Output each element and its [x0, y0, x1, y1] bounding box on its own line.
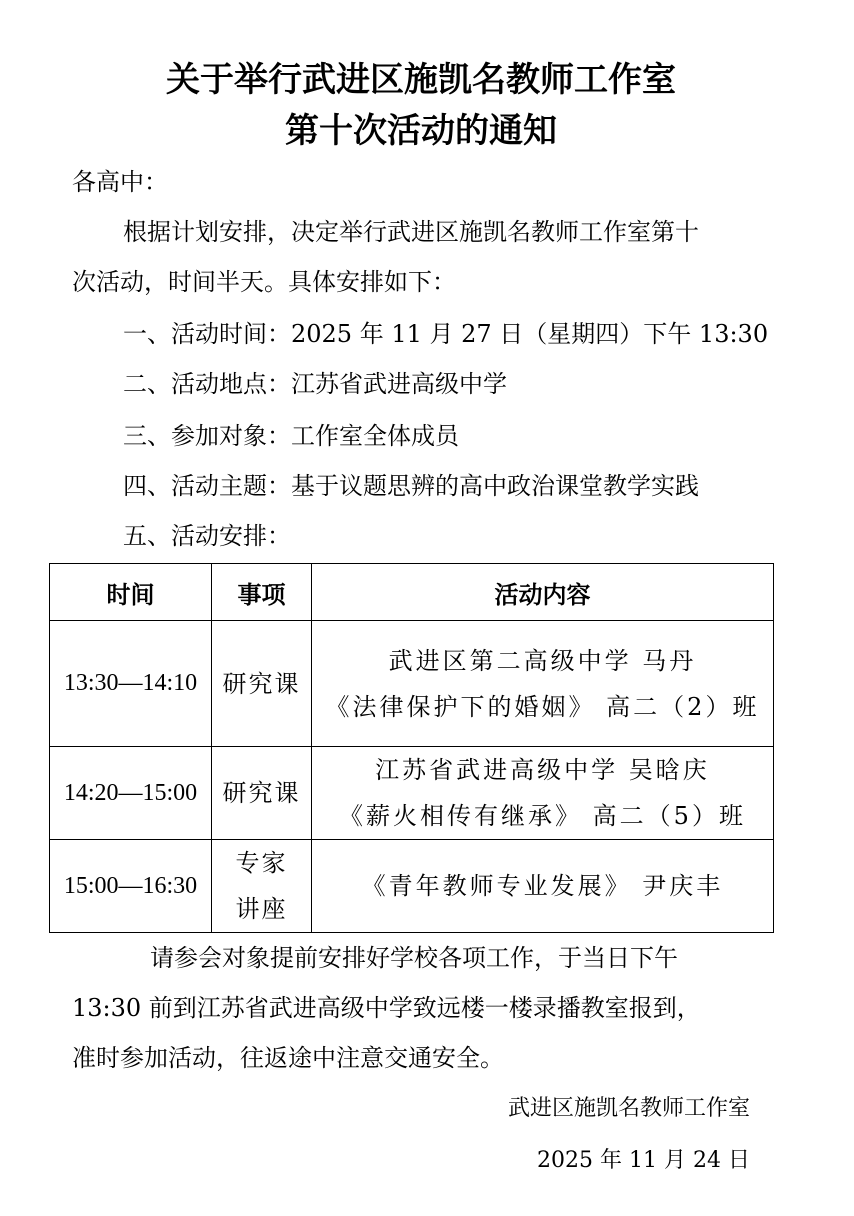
row-content-line: 《薪火相传有继承》 高二（5）班	[339, 802, 746, 830]
row-time: 15:00—16:30	[50, 840, 212, 933]
closing-line-1: 请参会对象提前安排好学校各项工作，于当日下午	[150, 944, 678, 972]
row-item-line: 研究课	[222, 669, 301, 698]
signature-organization: 武进区施凯名教师工作室	[507, 1096, 750, 1121]
document-title-line-2: 第十次活动的通知	[285, 111, 557, 151]
document-title-line-1: 关于举行武进区施凯名教师工作室	[166, 60, 676, 100]
row-content-line: 江苏省武进高级中学 吴晗庆	[375, 756, 710, 784]
row-content-line: 《法律保护下的婚姻》 高二（2）班	[325, 692, 760, 721]
row-item	[212, 747, 312, 840]
row-content-line: 《青年教师专业发展》 尹庆丰	[361, 872, 724, 900]
closing-line-2: 13:30 前到江苏省武进高级中学致远楼一楼录播教室报到，	[72, 994, 701, 1022]
item-activity-location: 二、活动地点：江苏省武进高级中学	[123, 370, 507, 398]
item-activity-schedule: 五、活动安排：	[123, 522, 291, 550]
row-item	[212, 621, 312, 747]
intro-line-1: 根据计划安排，决定举行武进区施凯名教师工作室第十	[123, 218, 699, 246]
item-activity-time: 一、活动时间：2025 年 11 月 27 日（星期四）下午 13:30	[123, 320, 769, 348]
row-time: 14:20—15:00	[50, 747, 212, 840]
item-activity-theme: 四、活动主题：基于议题思辨的高中政治课堂教学实践	[123, 472, 699, 500]
table-row	[50, 747, 774, 840]
header-content: 活动内容	[312, 564, 774, 621]
row-item-line: 专家	[235, 849, 288, 877]
item-participants: 三、参加对象：工作室全体成员	[123, 422, 459, 450]
row-content	[312, 621, 774, 747]
table-row	[50, 840, 774, 933]
row-item-line: 研究课	[222, 779, 301, 807]
schedule-table	[49, 563, 774, 933]
table-row	[50, 621, 774, 747]
header-time: 时间	[50, 564, 212, 621]
header-item: 事项	[212, 564, 312, 621]
closing-line-3: 准时参加活动，往返途中注意交通安全。	[72, 1044, 504, 1072]
row-content-line: 武进区第二高级中学 马丹	[388, 646, 697, 675]
row-item	[212, 840, 312, 933]
row-content	[312, 840, 774, 933]
table-header-row	[50, 564, 774, 621]
salutation: 各高中：	[72, 168, 168, 196]
signature-date: 2025 年 11 月 24 日	[537, 1148, 750, 1173]
row-time: 13:30—14:10	[50, 621, 212, 747]
row-item-line: 讲座	[235, 895, 288, 923]
intro-line-2: 次活动，时间半天。具体安排如下：	[72, 268, 456, 296]
row-content	[312, 747, 774, 840]
